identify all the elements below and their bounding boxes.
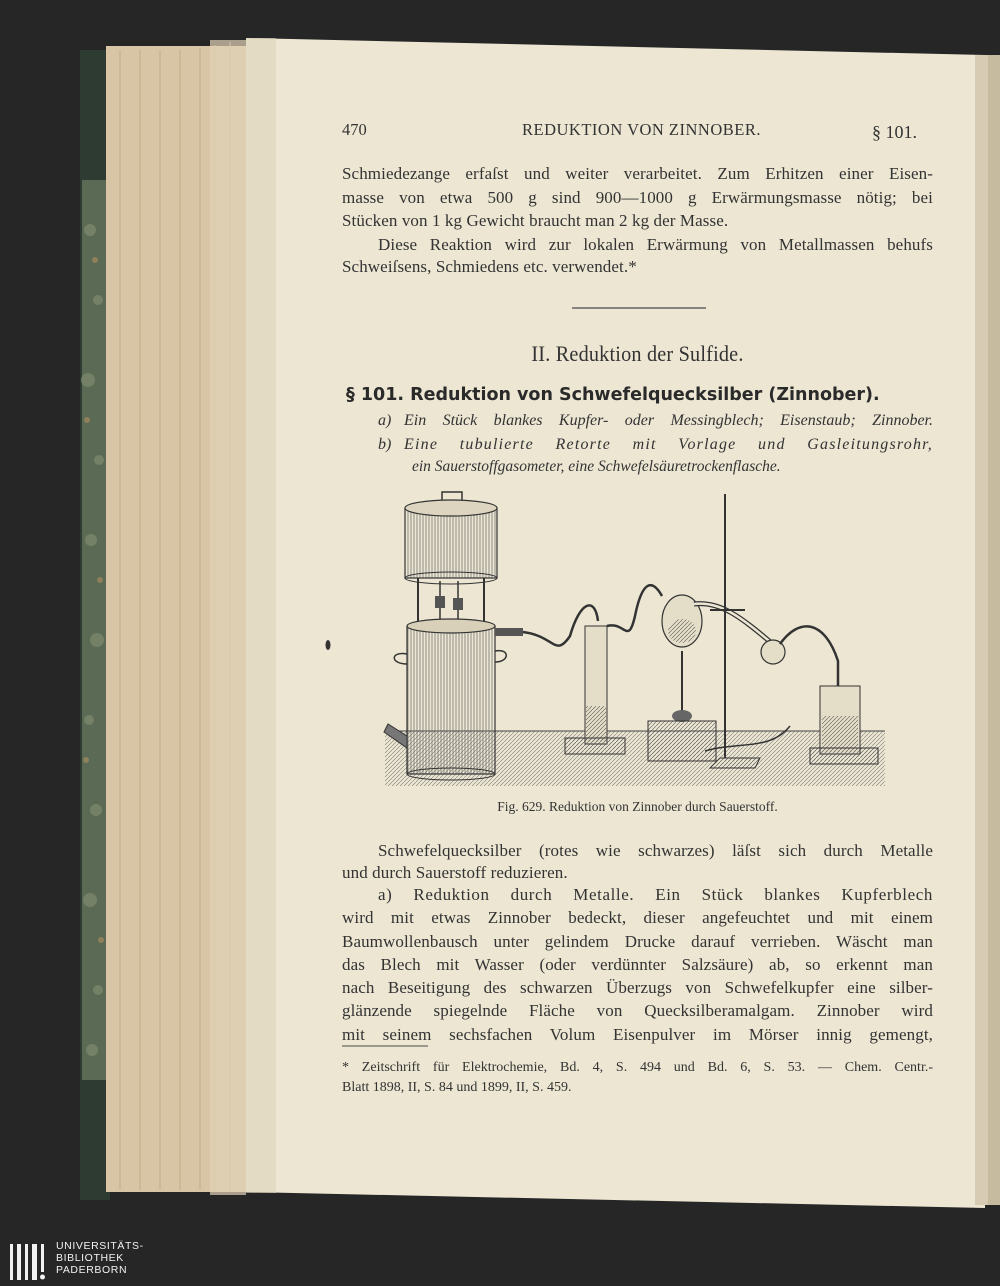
materials-a-text: Ein Stück blankes Kupfer- oder Messingblech; Eisenstaub; Zinnober. — [404, 412, 933, 429]
intro-line-3: Stücken von 1 kg Gewicht braucht man 2 kg der Masse. — [342, 211, 729, 230]
footnote-line-2: Blatt 1898, II, S. 84 und 1899, II, S. 459. — [342, 1080, 572, 1095]
library-logo-icon — [8, 1242, 52, 1282]
chapter-title: II. Reduktion der Sulfide. — [531, 341, 744, 366]
body-line-6: das Blech mit Wasser (oder verdünnter Salzsäure) ab, so erkennt man — [342, 955, 933, 974]
library-logo-bar — [0, 1236, 1000, 1286]
section-reference: § 101. — [872, 122, 917, 142]
intro-line-1: Schmiedezange erfaſst und weiter verarbeitet. Zum Erhitzen einer Eisen- — [342, 164, 933, 183]
body-line-5: Baumwollenbausch unter gelindem Drucke darauf verrieben. Wäscht man — [342, 932, 933, 951]
body-line-8: glänzende spiegelnde Fläche von Quecksilberamalgam. Zinnober wird — [342, 1001, 933, 1020]
body-line-1: Schwefelquecksilber (rotes wie schwarzes) läſst sich durch Metalle — [378, 841, 933, 860]
library-logo-line-3: PADERBORN — [56, 1264, 128, 1276]
materials-b-label: b) — [378, 436, 392, 453]
laboratory-apparatus-engraving — [380, 486, 890, 792]
footnote-line-1: * Zeitschrift für Elektrochemie, Bd. 4, S. 494 und Bd. 6, S. 53. — Chem. Centr.- — [342, 1060, 933, 1075]
body-line-7: nach Beseitigung des schwarzen Überzugs von Schwefelkupfer eine silber- — [342, 978, 933, 997]
intro-para2-line-2: Schweiſsens, Schmiedens etc. verwendet.* — [342, 257, 637, 276]
body-line-3: a) Reduktion durch Metalle. Ein Stück blankes Kupferblech — [378, 885, 933, 904]
library-logo-line-2: BIBLIOTHEK — [56, 1252, 124, 1264]
materials-a-label: a) — [378, 412, 392, 429]
library-logo-line-1: UNIVERSITÄTS- — [56, 1240, 144, 1252]
materials-b-text-2: ein Sauerstoffgasometer, eine Schwefelsäuretrockenflasche. — [412, 458, 781, 475]
page-number: 470 — [342, 120, 367, 139]
figure-caption: Fig. 629. Reduktion von Zinnober durch Sauerstoff. — [497, 799, 778, 814]
body-line-2: und durch Sauerstoff reduzieren. — [342, 863, 568, 882]
section-title: § 101. Reduktion von Schwefelquecksilber (Zinnober). — [346, 385, 880, 405]
materials-b-text: Eine tubulierte Retorte mit Vorlage und Gasleitungsrohr, — [404, 436, 933, 453]
body-line-9: mit seinem sechsfachen Volum Eisenpulver im Mörser innig gemengt, — [342, 1025, 933, 1044]
intro-line-2: masse von etwa 500 g sind 900—1000 g Erwärmungsmasse nötig; bei — [342, 188, 933, 207]
running-title: REDUKTION VON ZINNOBER. — [522, 120, 761, 139]
intro-para2-line-1: Diese Reaktion wird zur lokalen Erwärmung von Metallmassen behufs — [378, 235, 933, 254]
body-line-4: wird mit etwas Zinnober bedeckt, dieser angefeuchtet und mit einem — [342, 908, 933, 927]
